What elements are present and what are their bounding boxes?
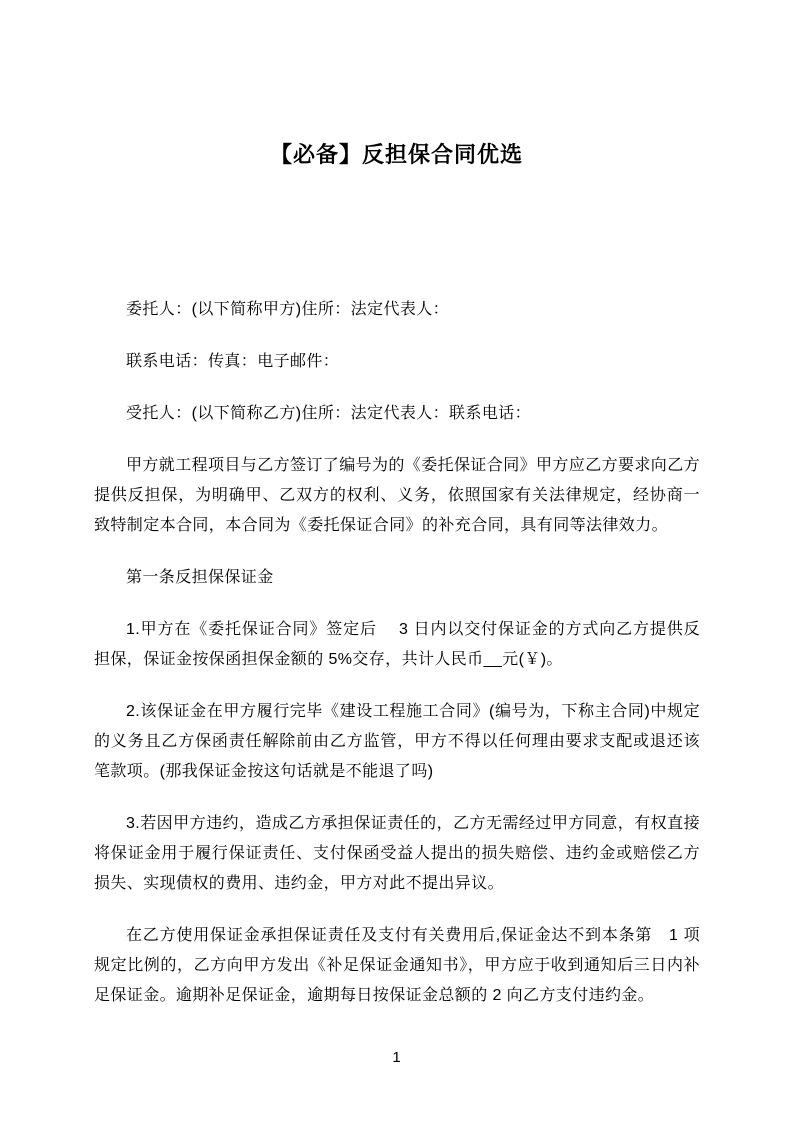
paragraph-clause-1: 1.甲方在《委托保证合同》签定后 3 日内以交付保证金的方式向乙方提供反担保，保证金按保函担保金额的 5%交存，共计人民币__元(￥)。 (94, 621, 700, 668)
document-title: 【必备】反担保合同优选 (269, 142, 523, 167)
paragraph-article-1-heading: 第一条反担保保证金 (126, 569, 274, 586)
page-number: 1 (392, 1049, 401, 1066)
paragraph-contact-info: 联系电话：传真：电子邮件： (126, 353, 340, 370)
paragraph-clause-3: 3.若因甲方违约，造成乙方承担保证责任的，乙方无需经过甲方同意，有权直接将保证金用于履行保证责任、支付保函受益人提出的损失赔偿、违约金或赔偿乙方损失、实现债权的费用、违约金，甲方对此不提出异议。 (94, 815, 700, 892)
paragraph-parties-principal: 委托人：(以下简称甲方)住所：法定代表人： (126, 301, 450, 318)
document-body (0, 295, 793, 1011)
paragraph-preamble: 甲方就工程项目与乙方签订了编号为的《委托保证合同》甲方应乙方要求向乙方提供反担保，为明确甲、乙双方的权利、义务，依照国家有关法律规定，经协商一致特制定本合同，本合同为《委托保证合同》的补充合同，具有同等法律效力。 (94, 457, 701, 534)
paragraph-parties-trustee: 受托人：(以下简称乙方)住所：法定代表人：联系电话： (126, 405, 532, 422)
paragraph-clause-2: 2.该保证金在甲方履行完毕《建设工程施工合同》(编号为，下称主合同)中规定的义务且乙方保函责任解除前由乙方监管，甲方不得以任何理由要求支配或退还该笔款项。(那我保证金按这句话就是不能退了吗) (94, 703, 700, 780)
paragraph-clause-replenish: 在乙方使用保证金承担保证责任及支付有关费用后,保证金达不到本条第 1 项规定比例的，乙方向甲方发出《补足保证金通知书》，甲方应于收到通知后三日内补足保证金。逾期补足保证金，逾期每日按保证金总额的 2 向乙方支付违约金。 (94, 927, 700, 1004)
